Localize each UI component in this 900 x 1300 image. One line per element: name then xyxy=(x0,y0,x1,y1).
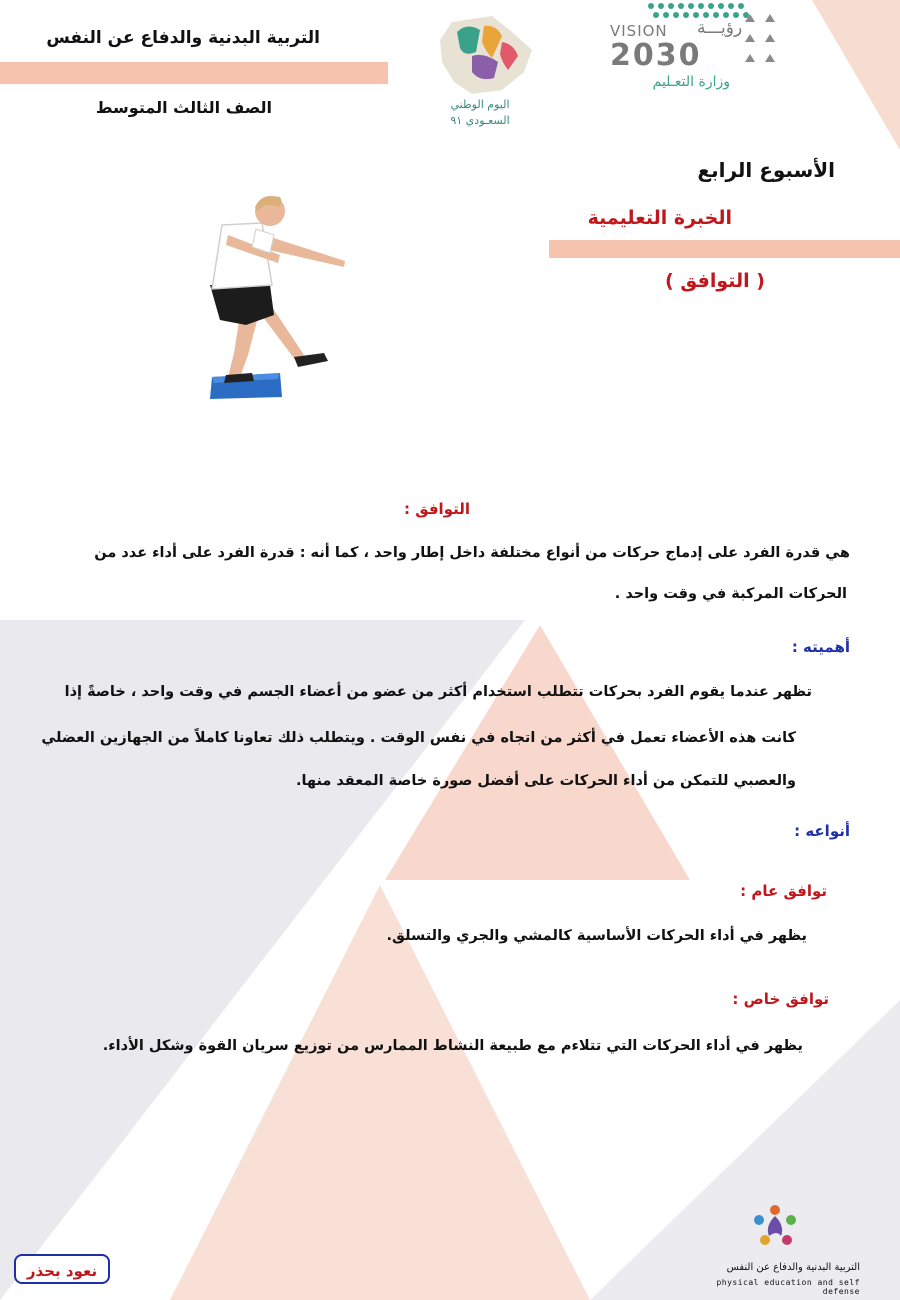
general-coordination-heading: توافق عام : xyxy=(740,882,827,900)
bg-triangle-top-right xyxy=(812,0,900,150)
definition-heading: التوافق : xyxy=(403,500,470,518)
badge-naood-bihathar: نعود بحذر xyxy=(14,1254,110,1284)
saudi-map-icon xyxy=(432,12,542,97)
ministry-name: وزارة التعـليم xyxy=(652,74,730,90)
vision-year: 2030 xyxy=(610,38,702,73)
special-coordination-heading: توافق خاص : xyxy=(732,990,829,1008)
definition-line-2: الحركات المركبة في وقت واحد . xyxy=(614,586,847,602)
header-accent-bar xyxy=(0,62,388,84)
importance-heading: أهميته : xyxy=(791,638,850,656)
athlete-balance-illustration xyxy=(200,185,360,405)
special-coordination-text: يظهر في أداء الحركات التي تتلاءم مع طبيعة النشاط الممارس من توزيع سريان القوة وشكل الأداء. xyxy=(102,1038,803,1054)
brand-english: physical education and self defense xyxy=(716,1278,860,1296)
vision-text: VISION xyxy=(610,22,668,40)
experience-title: الخبرة التعليمية xyxy=(587,207,732,229)
grade-label: الصف الثالث المتوسط xyxy=(95,98,272,117)
definition-line-1: هي قدرة الفرد على إدماج حركات من أنواع مختلفة داخل إطار واحد ، كما أنه : قدرة الفرد على أداء عدد من xyxy=(94,545,850,561)
importance-line-1: تظهر عندما يقوم الفرد بحركات تتطلب استخدام أكثر من عضو من أعضاء الجسم في وقت واحد ، خاصةً إذا xyxy=(64,684,812,700)
brand-logo-icon xyxy=(745,1202,805,1254)
importance-line-2: كانت هذه الأعضاء تعمل في أكثر من اتجاه في نفس الوقت . ويتطلب ذلك تعاونا كاملاً من الجهازين العضلي xyxy=(41,730,796,746)
general-coordination-text: يظهر في أداء الحركات الأساسية كالمشي والجري والتسلق. xyxy=(386,928,807,944)
vision-arabic: رؤيـــة xyxy=(697,18,743,38)
national-day-logo xyxy=(430,10,545,135)
subject-title: التربية البدنية والدفاع عن النفس xyxy=(46,28,320,48)
brand-arabic: التربية البدنية والدفاع عن النفس xyxy=(726,1262,860,1273)
types-heading: أنواعه : xyxy=(794,822,850,840)
decor-triangles xyxy=(740,12,790,72)
experience-accent-bar xyxy=(549,240,900,258)
national-day-line1: اليوم الوطني xyxy=(450,98,510,111)
topic-title: ( التوافق ) xyxy=(665,270,765,292)
importance-line-3: والعصبي للتمكن من أداء الحركات على أفضل صورة خاصة المعقد منها. xyxy=(295,773,796,789)
national-day-line2: السعـودي ٩١ xyxy=(450,114,510,127)
week-label: الأسبوع الرابع xyxy=(697,158,835,182)
